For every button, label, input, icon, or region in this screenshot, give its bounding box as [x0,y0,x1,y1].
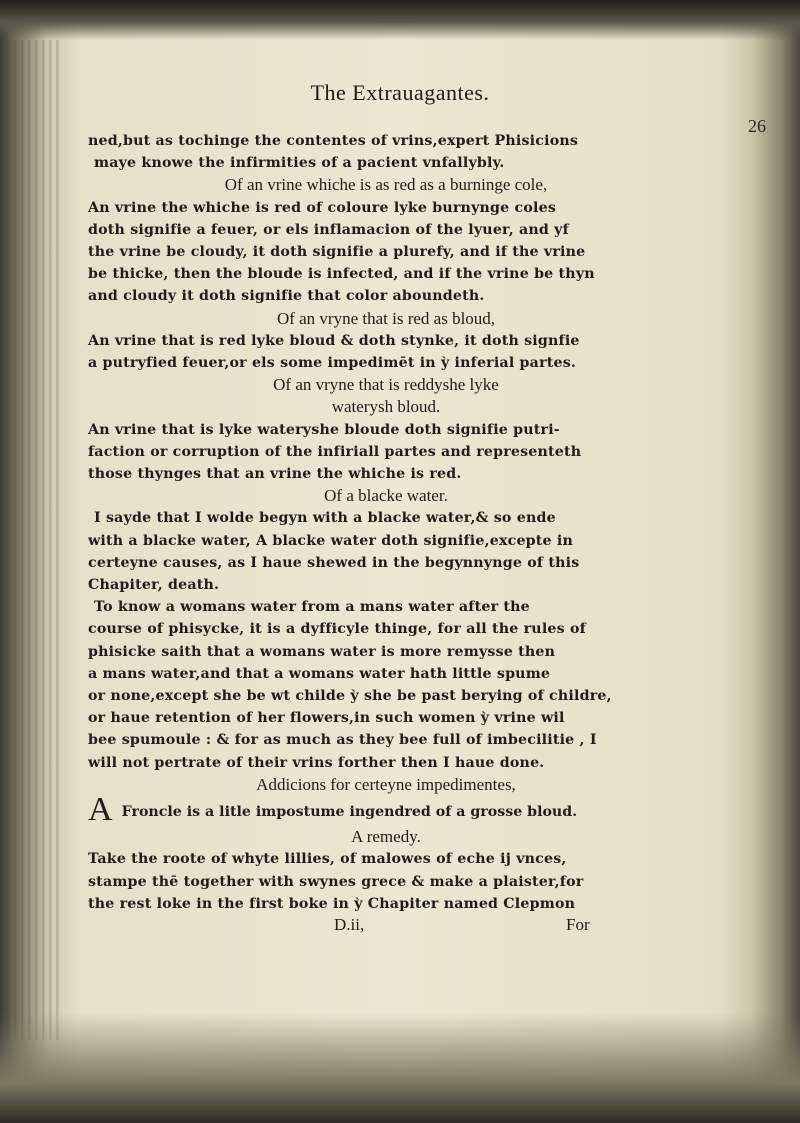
section-heading: Of an vryne that is red as bloud, [276,308,496,328]
section-heading: Of an vrine whiche is as red as a burninge cole, [224,175,548,195]
bottom-shadow [0,1013,800,1123]
text-line: An vrine the whiche is red of coloure lyke burnynge coles [88,199,557,216]
text-line: course of phisycke, it is a dyfficyle thinge, for all the rules of [88,621,586,638]
text-line: or none,except she be wt childe ỳ she be past berying of childre, [88,688,612,705]
drop-initial: A [88,791,113,829]
section-heading: Addicions for certeyne impedimentes, [256,774,516,794]
catchword: For [566,914,590,934]
text-line: maye knowe the infirmities of a pacient vnfallybly. [94,155,505,172]
initial-paragraph [88,791,684,829]
text-line: To know a womans water from a mans water after the [94,599,530,616]
text-line: a mans water,and that a womans water hath little spume [88,665,551,682]
book-gutter [0,40,62,1040]
text-line: or haue retention of her flowers,in such women ỳ vrine wil [88,710,565,727]
page-footer [88,915,684,937]
text-line: stampe thē together with swynes grece & make a plaister,for [88,873,584,890]
text-line: the rest loke in the first boke in ỳ Chapiter named Clepmon [88,895,576,912]
text-line: phisicke saith that a womans water is more remysse then [88,643,556,660]
folio-number: 26 [748,116,766,136]
text-line: faction or corruption of the infiriall partes and representeth [88,443,582,460]
text-line: Take the roote of whyte lillies, of malowes of eche ij vnces, [88,851,567,868]
section-heading: Of an vryne that is reddyshe lyke [273,375,499,395]
text-line: a putryfied feuer,or els some impedimēt in ỳ inferial partes. [88,355,577,372]
text-line: and cloudy it doth signifie that color aboundeth. [88,288,485,305]
text-line: Chapiter, death. [88,577,220,594]
text-line: An vrine that is lyke wateryshe bloude doth signifie putri- [88,421,560,438]
text-line: those thynges that an vrine the whiche is red. [88,466,462,483]
initial-paragraph-text: Froncle is a litle impostume ingendred of a grosse bloud. [121,804,578,821]
text-line: will not pertrate of their vrins forther then I haue done. [88,754,545,771]
text-line: An vrine that is red lyke bloud & doth stynke, it doth signfie [88,332,580,349]
section-heading: A remedy. [351,827,421,847]
text-line: with a blacke water, A blacke water doth signifie,excepte in [88,532,574,549]
section-heading: Of a blacke water. [324,486,448,506]
text-line: certeyne causes, as I haue shewed in the begynnynge of this [88,554,580,571]
text-line: bee spumoule : & for as much as they bee full of imbecilitie , I [88,732,597,749]
text-line: ned,but as tochinge the contentes of vrins,expert Phisicions [88,133,579,149]
text-line: I sayde that I wolde begyn with a blacke water,& so ende [94,510,556,527]
section-heading-continued: waterysh bloud. [331,397,441,417]
text-line: the vrine be cloudy, it doth signifie a plurefy, and if the vrine [88,244,586,261]
top-shadow [0,0,800,40]
text-line: be thicke, then the bloude is infected, and if the vrine be thyn [88,266,595,283]
page-body [88,80,766,937]
signature-mark: D.ii, [334,914,365,934]
running-title: The Extrauagantes. [310,80,490,105]
text-line: doth signifie a feuer, or els inflamacion of the lyuer, and yf [88,221,569,238]
